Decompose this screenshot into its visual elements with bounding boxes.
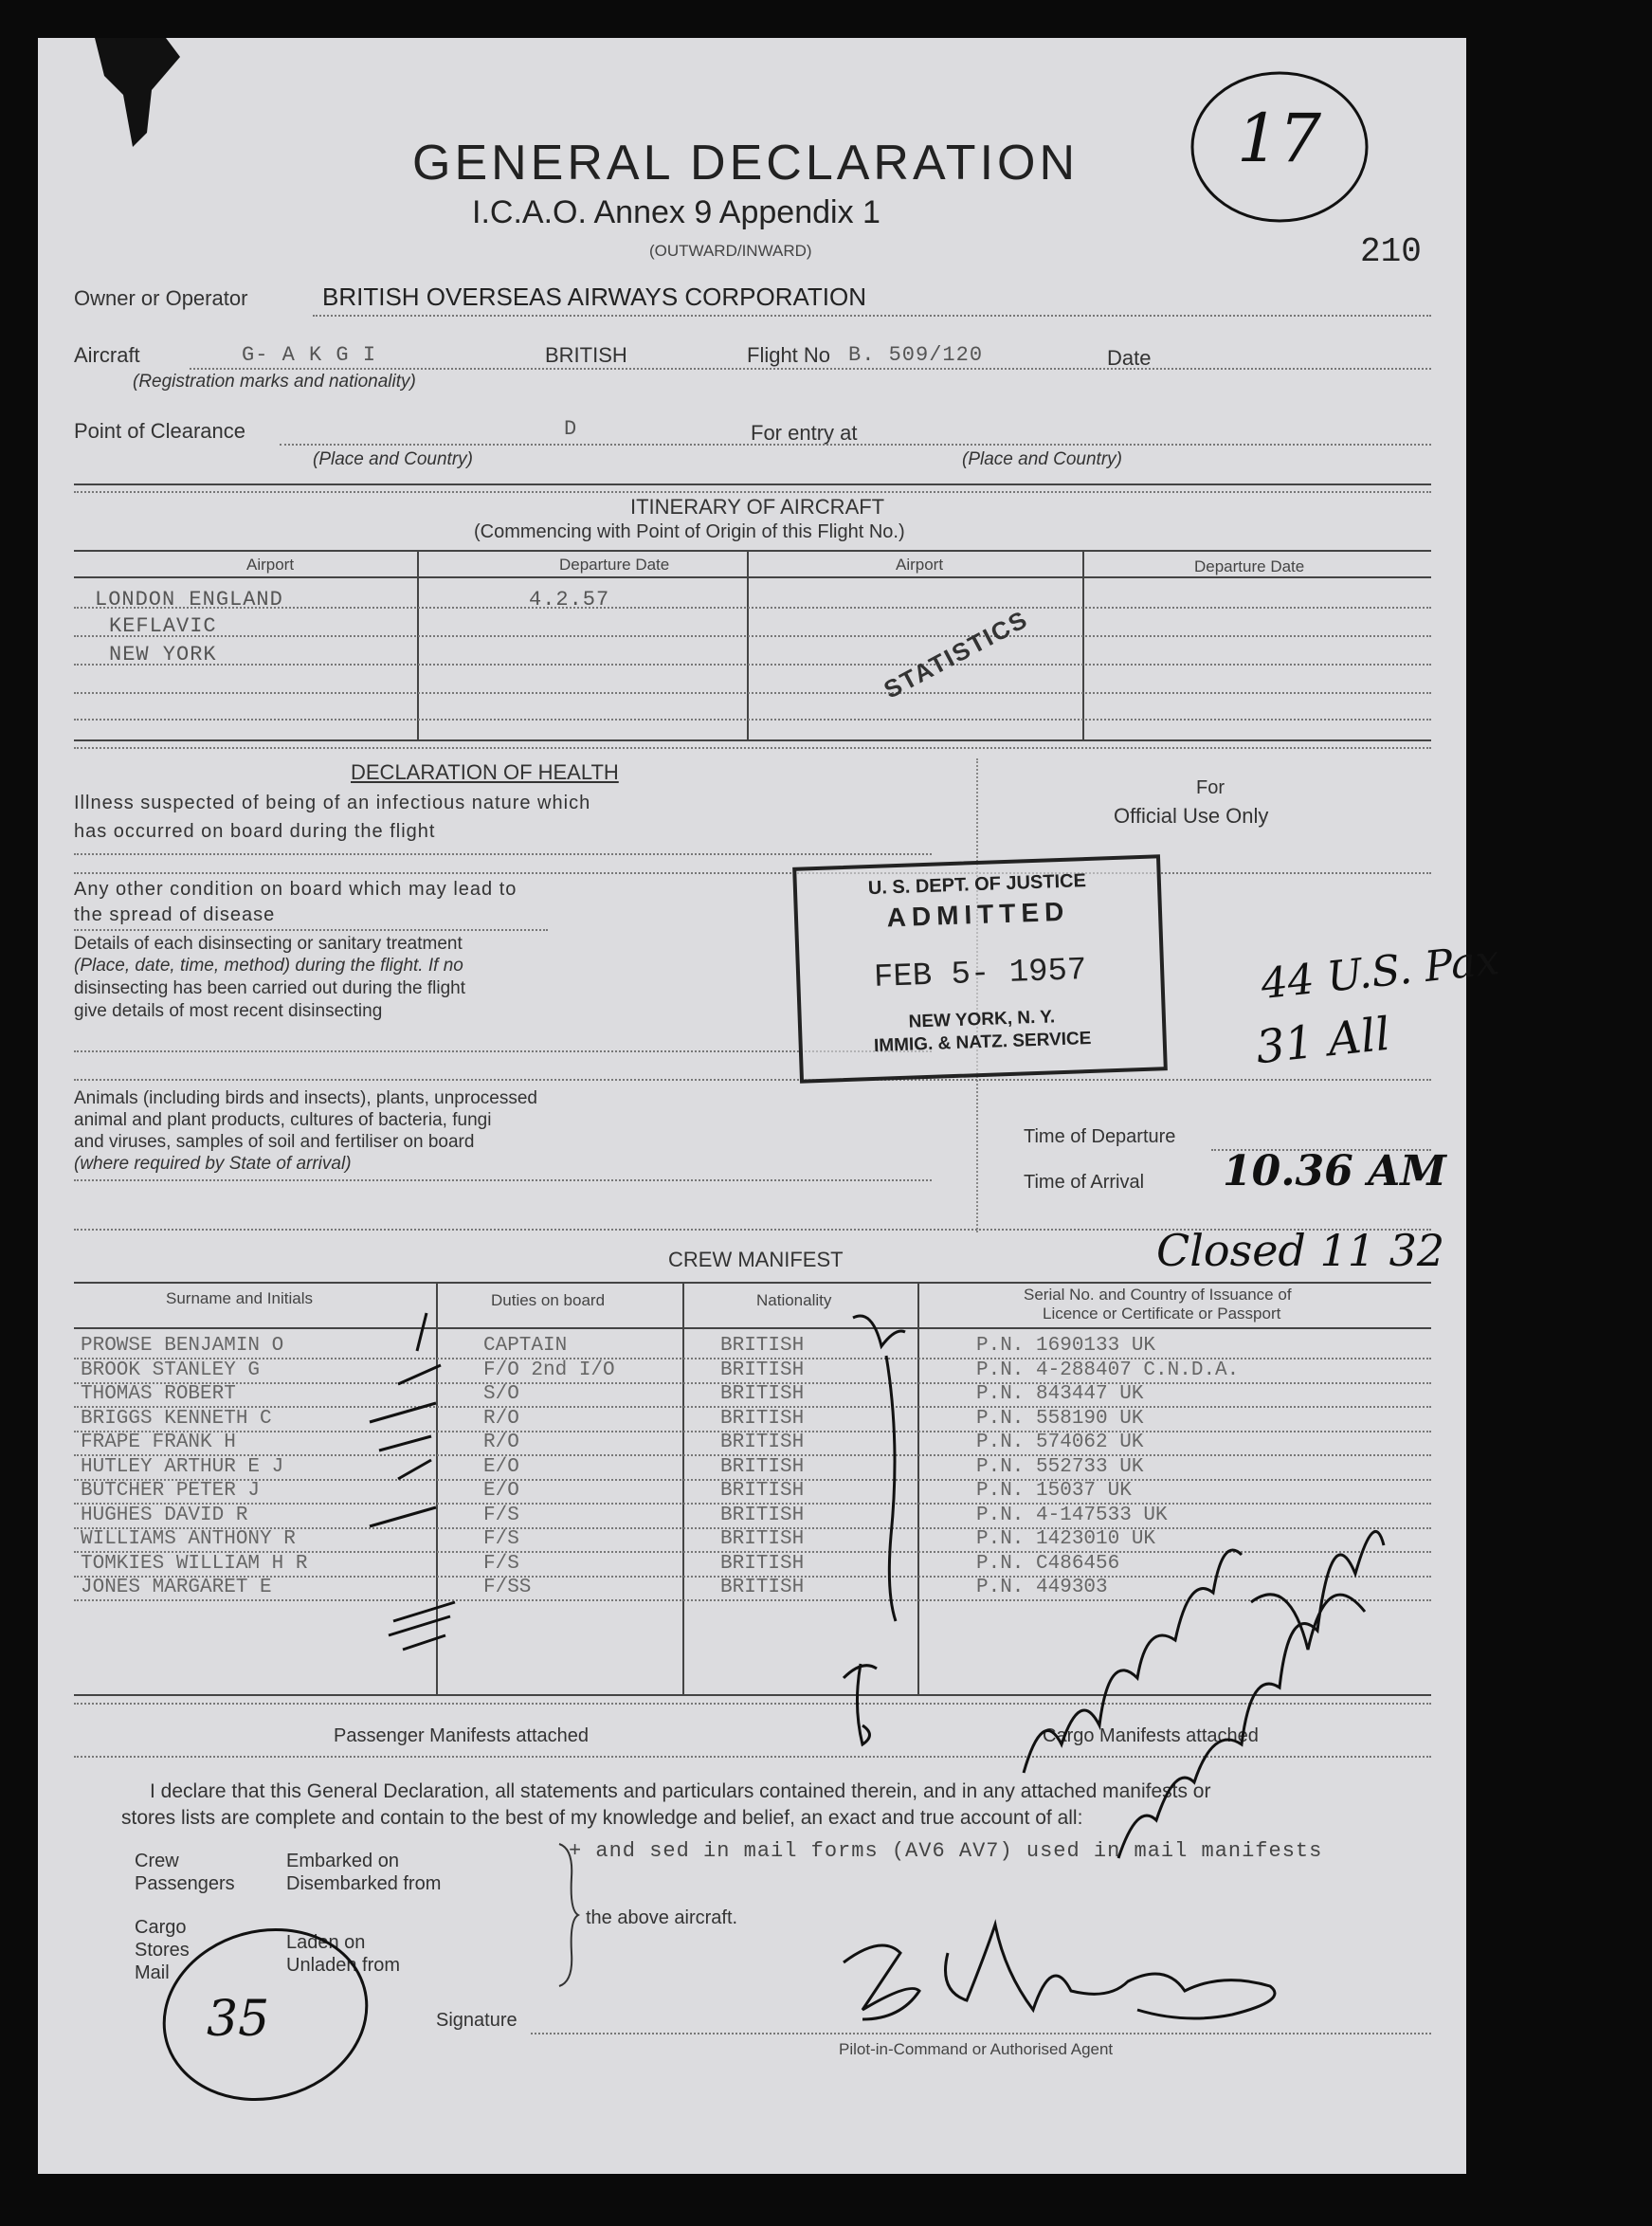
- crew-serial: P.N. 4-288407 C.N.D.A.: [976, 1359, 1240, 1381]
- doc-number: 210: [1360, 232, 1422, 271]
- disembarked-option: Disembarked from: [286, 1873, 442, 1894]
- declaration-typed-note: + and sed in mail forms (AV6 AV7) used in mail manifests: [569, 1839, 1323, 1863]
- official-use-for: For: [1196, 777, 1225, 798]
- aircraft-label: Aircraft: [74, 343, 140, 367]
- health-q1-line2: has occurred on board during the flight: [74, 821, 436, 842]
- laden-option: Laden on: [286, 1932, 366, 1953]
- crew-nationality: BRITISH: [720, 1528, 805, 1550]
- crew-nationality: BRITISH: [720, 1432, 805, 1453]
- crew-serial: P.N. 15037 UK: [976, 1480, 1132, 1502]
- itinerary-title: ITINERARY OF AIRCRAFT: [630, 495, 885, 519]
- form-title: GENERAL DECLARATION: [412, 136, 1080, 191]
- torn-corner-mark: [76, 38, 180, 161]
- crew-header-licence: Licence or Certificate or Passport: [1043, 1305, 1281, 1323]
- crew-name: FRAPE FRANK H: [81, 1432, 236, 1453]
- itinerary-subtitle: (Commencing with Point of Origin of this Flight No.): [474, 521, 905, 542]
- passenger-manifests-label: Passenger Manifests attached: [334, 1725, 590, 1746]
- crew-name: PROWSE BENJAMIN O: [81, 1335, 284, 1357]
- aircraft-sublabel: (Registration marks and nationality): [133, 372, 416, 392]
- health-q1-line1: Illness suspected of being of an infectious nature which: [74, 793, 591, 813]
- crew-row: [38, 1335, 1422, 1359]
- time-departure-label: Time of Departure: [1024, 1126, 1176, 1147]
- stamp-admitted: ADMITTED: [886, 896, 1070, 933]
- above-aircraft-label: the above aircraft.: [586, 1907, 738, 1928]
- stamp-city: NEW YORK, N. Y.: [908, 1007, 1056, 1032]
- crew-duty: F/S: [483, 1552, 519, 1575]
- crew-duty: E/O: [483, 1455, 519, 1478]
- signature-label: Signature: [436, 2010, 517, 2031]
- itinerary-header-date-2: Departure Date: [1194, 557, 1305, 575]
- crew-name: HUGHES DAVID R: [81, 1504, 248, 1526]
- crew-nationality: BRITISH: [720, 1335, 805, 1357]
- cargo-manifests-label: Cargo Manifests attached: [1043, 1725, 1259, 1746]
- initial-mark: [834, 1650, 891, 1763]
- health-q2-line2: the spread of disease: [74, 904, 276, 925]
- clearance-label: Point of Clearance: [74, 419, 245, 443]
- crew-nationality: BRITISH: [720, 1359, 805, 1381]
- declaration-line2: stores lists are complete and contain to the best of my knowledge and belief, an exact and true account of all:: [121, 1807, 1083, 1829]
- crew-row: [38, 1359, 1422, 1383]
- time-arrival-label: Time of Arrival: [1024, 1172, 1145, 1193]
- embarked-option: Embarked on: [286, 1851, 399, 1871]
- handwritten-all-count: 31 All: [1253, 1007, 1393, 1075]
- crew-duty: F/SS: [483, 1577, 532, 1598]
- crew-duty: S/O: [483, 1383, 519, 1405]
- crew-title: CREW MANIFEST: [668, 1248, 844, 1271]
- crew-header-name: Surname and Initials: [166, 1289, 313, 1307]
- itinerary-header-date-1: Departure Date: [559, 556, 670, 574]
- crew-duty: R/O: [483, 1407, 519, 1430]
- itinerary-departure-date: 4.2.57: [529, 588, 610, 611]
- signer-label: Pilot-in-Command or Authorised Agent: [839, 2040, 1114, 2058]
- crew-name: THOMAS ROBERT: [81, 1383, 236, 1405]
- pilot-signature: [825, 1896, 1317, 2038]
- crew-row: [38, 1432, 1422, 1455]
- crew-nationality: BRITISH: [720, 1383, 805, 1405]
- crew-row: [38, 1408, 1422, 1432]
- crew-name: BRIGGS KENNETH C: [81, 1407, 272, 1430]
- flight-number-label: Flight No: [747, 343, 831, 367]
- official-use-only: Official Use Only: [1114, 804, 1269, 828]
- crew-serial: P.N. 558190 UK: [976, 1407, 1144, 1430]
- crew-nationality: BRITISH: [720, 1504, 805, 1526]
- form-subtitle: I.C.A.O. Annex 9 Appendix 1: [472, 194, 880, 230]
- crew-name: JONES MARGARET E: [81, 1577, 272, 1598]
- stamp-service: IMMIG. & NATZ. SERVICE: [873, 1028, 1092, 1056]
- health-q3-line3: disinsecting has been carried out during the flight: [74, 978, 465, 998]
- aircraft-registration: G- A K G I: [242, 343, 377, 367]
- crew-name: TOMKIES WILLIAM H R: [81, 1552, 308, 1575]
- stamp-dept: U. S. DEPT. OF JUSTICE: [867, 870, 1087, 900]
- statistics-stamp: STATISTICS: [879, 604, 1033, 704]
- health-q3-line4: give details of most recent disinsecting: [74, 1001, 383, 1021]
- crew-serial: P.N. 1423010 UK: [976, 1528, 1156, 1550]
- itinerary-airport-2: KEFLAVIC: [109, 614, 217, 638]
- animals-line4: (where required by State of arrival): [74, 1154, 352, 1174]
- animals-line2: animal and plant products, cultures of bacteria, fungi: [74, 1110, 492, 1130]
- crew-serial: P.N. 4-147533 UK: [976, 1504, 1168, 1526]
- crew-nationality: BRITISH: [720, 1480, 805, 1502]
- crew-duty: E/O: [483, 1480, 519, 1502]
- unladen-option: Unladen from: [286, 1955, 401, 1976]
- flight-number-value: B. 509/120: [848, 343, 984, 367]
- crew-serial: P.N. 843447 UK: [976, 1383, 1144, 1405]
- animals-line1: Animals (including birds and insects), plants, unprocessed: [74, 1088, 537, 1108]
- crew-duty: CAPTAIN: [483, 1335, 568, 1357]
- itinerary-airport-1: LONDON ENGLAND: [95, 588, 283, 611]
- declaration-form: [38, 38, 1502, 2174]
- crew-nationality: BRITISH: [720, 1407, 805, 1430]
- itinerary-header-airport-2: Airport: [896, 556, 944, 574]
- entry-sublabel: (Place and Country): [962, 449, 1122, 469]
- crew-tick-marks: [360, 1308, 464, 1669]
- clearance-value: D: [564, 417, 578, 441]
- crew-duty: F/S: [483, 1528, 519, 1550]
- health-title: DECLARATION OF HEALTH: [351, 760, 619, 784]
- crew-serial: P.N. 449303: [976, 1577, 1108, 1598]
- stamp-date: FEB 5- 1957: [873, 953, 1088, 996]
- crew-name: BUTCHER PETER J: [81, 1480, 261, 1502]
- stores-option: Stores: [135, 1940, 190, 1961]
- declaration-brace: [554, 1839, 583, 1991]
- crew-serial: P.N. C486456: [976, 1552, 1120, 1575]
- crew-duty: R/O: [483, 1432, 519, 1453]
- operator-label: Owner or Operator: [74, 286, 248, 310]
- health-q2-line1: Any other condition on board which may lead to: [74, 879, 517, 900]
- crew-duty: F/S: [483, 1504, 519, 1526]
- nationality-ditto-mark: [844, 1299, 919, 1631]
- crew-nationality: BRITISH: [720, 1552, 805, 1575]
- crew-serial: P.N. 1690133 UK: [976, 1335, 1156, 1357]
- crew-row: [38, 1383, 1422, 1407]
- closed-time: Closed 11 32: [1156, 1225, 1445, 1276]
- crew-nationality: BRITISH: [720, 1577, 805, 1598]
- page-number: 17: [1237, 100, 1322, 177]
- crew-option: Crew: [135, 1851, 179, 1871]
- itinerary-header-airport-1: Airport: [246, 556, 295, 574]
- admitted-stamp: [792, 854, 1168, 1083]
- itinerary-airport-3: NEW YORK: [109, 643, 217, 666]
- health-q3-line2: (Place, date, time, method) during the flight. If no: [74, 956, 463, 976]
- crew-name: BROOK STANLEY G: [81, 1359, 261, 1381]
- crew-nationality: BRITISH: [720, 1455, 805, 1478]
- clearance-sublabel: (Place and Country): [313, 449, 473, 469]
- passengers-option: Passengers: [135, 1873, 235, 1894]
- handwritten-pax-count: 44 U.S. Pax: [1259, 935, 1502, 1010]
- time-arrival-value: 10.36 AM: [1223, 1147, 1446, 1195]
- aircraft-nationality: BRITISH: [545, 343, 627, 367]
- operator-value: BRITISH OVERSEAS AIRWAYS CORPORATION: [322, 283, 867, 311]
- entry-label: For entry at: [751, 421, 858, 445]
- date-label: Date: [1107, 346, 1152, 370]
- crew-name: WILLIAMS ANTHONY R: [81, 1528, 296, 1550]
- mail-option: Mail: [135, 1962, 170, 1983]
- circled-number: 35: [207, 1991, 270, 2048]
- health-q3-line1: Details of each disinsecting or sanitary treatment: [74, 934, 463, 954]
- crew-name: HUTLEY ARTHUR E J: [81, 1455, 284, 1478]
- officer-signature: [1005, 1460, 1422, 1915]
- crew-header-nationality: Nationality: [756, 1291, 832, 1309]
- animals-line3: and viruses, samples of soil and fertiliser on board: [74, 1132, 475, 1152]
- crew-header-serial: Serial No. and Country of Issuance of: [1024, 1286, 1292, 1304]
- declaration-line1: I declare that this General Declaration, all statements and particulars contained therein, and in any attached manifests or: [150, 1780, 1211, 1802]
- cargo-option: Cargo: [135, 1917, 187, 1938]
- crew-duty: F/O 2nd I/O: [483, 1359, 615, 1381]
- direction-label: (OUTWARD/INWARD): [649, 242, 812, 260]
- crew-serial: P.N. 552733 UK: [976, 1455, 1144, 1478]
- crew-header-duties: Duties on board: [491, 1291, 606, 1309]
- crew-serial: P.N. 574062 UK: [976, 1432, 1144, 1453]
